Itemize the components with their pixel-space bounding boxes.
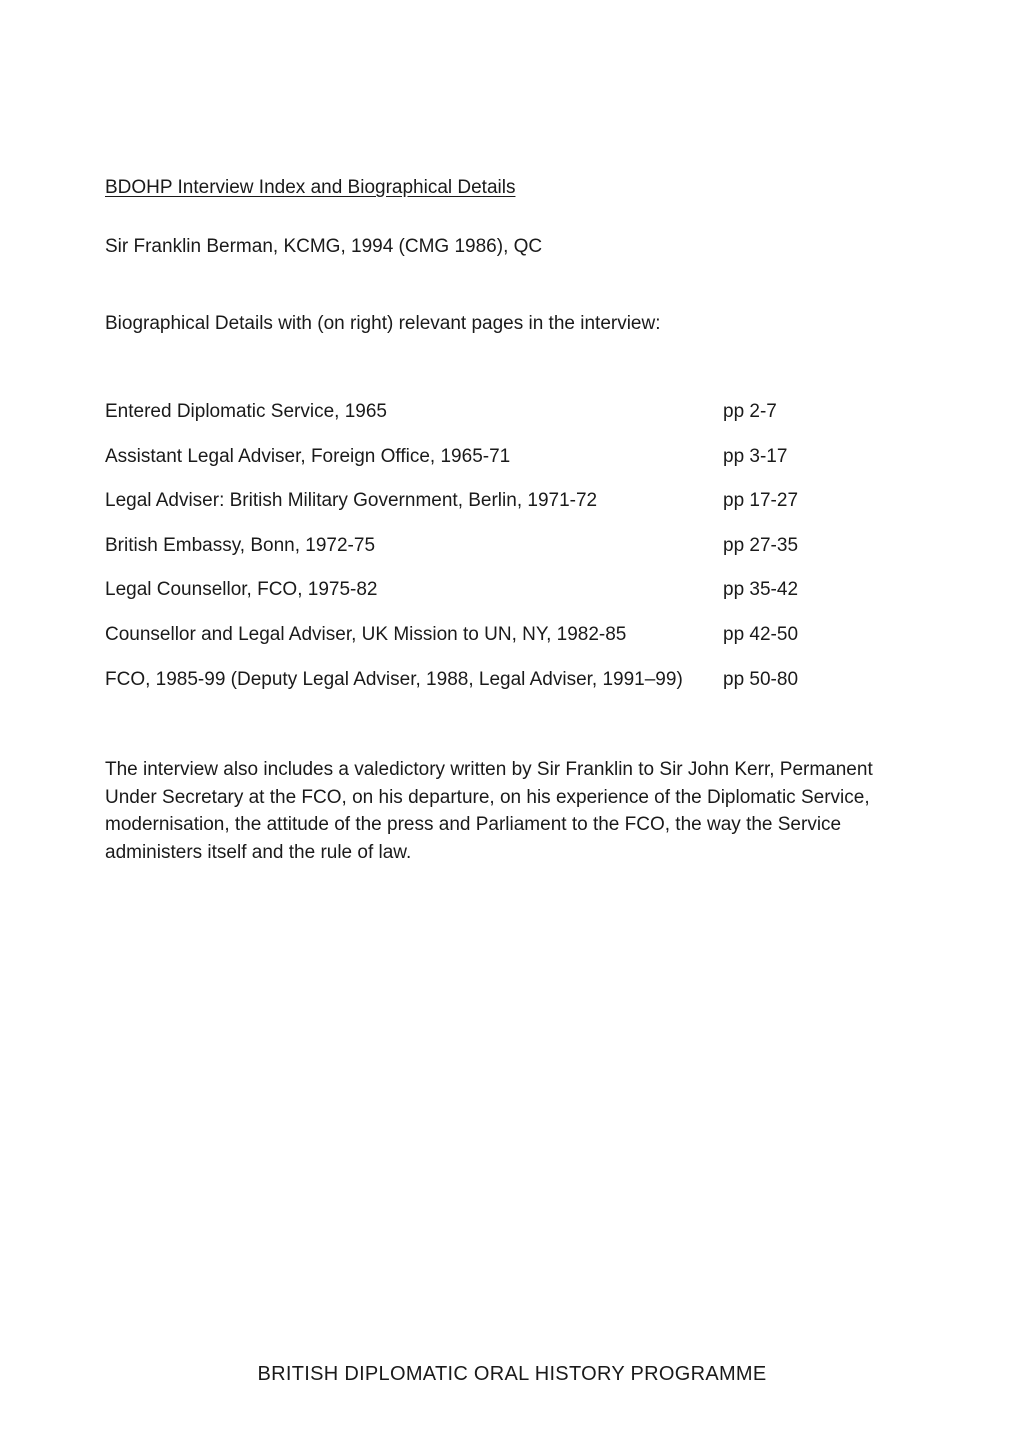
career-role: British Embassy, Bonn, 1972-75 — [105, 534, 376, 556]
career-row — [105, 578, 865, 623]
document-title: BDOHP Interview Index and Biographical Details — [105, 177, 516, 198]
career-row — [105, 445, 865, 490]
career-pages: pp 50-80 — [723, 668, 799, 690]
career-pages: pp 35-42 — [723, 579, 799, 601]
career-pages: pp 27-35 — [723, 534, 799, 556]
career-row — [105, 489, 865, 534]
career-row — [105, 668, 865, 713]
career-role: Legal Counsellor, FCO, 1975-82 — [105, 579, 378, 601]
career-pages: pp 42-50 — [723, 623, 799, 645]
interview-summary: The interview also includes a valedictory written by Sir Franklin to Sir John Kerr, Permanent Under Secretary at the FCO, on his departure, on his experience of the Diplomatic Service, modernisation, the attitude of the press and Parliament to the FCO, the way the Service administers itself and the rule of law. — [105, 759, 873, 863]
career-role: Legal Adviser: British Military Government, Berlin, 1971-72 — [105, 490, 598, 512]
biographical-intro: Biographical Details with (on right) relevant pages in the interview: — [105, 313, 661, 334]
career-pages: pp 3-17 — [723, 445, 788, 467]
programme-footer: BRITISH DIPLOMATIC ORAL HISTORY PROGRAMME — [257, 1363, 767, 1385]
career-role: Entered Diplomatic Service, 1965 — [105, 401, 387, 422]
interviewee-name: Sir Franklin Berman, KCMG, 1994 (CMG 1986), QC — [105, 236, 543, 257]
career-row — [105, 623, 865, 668]
career-role: Assistant Legal Adviser, Foreign Office, 1965-71 — [105, 445, 511, 467]
career-row — [105, 534, 865, 579]
career-role: Counsellor and Legal Adviser, UK Mission to UN, NY, 1982-85 — [105, 623, 627, 645]
career-list — [105, 400, 865, 712]
career-row — [105, 400, 865, 445]
career-role: FCO, 1985-99 (Deputy Legal Adviser, 1988, Legal Adviser, 1991–99) — [105, 668, 683, 690]
career-pages: pp 2-7 — [723, 401, 777, 422]
career-pages: pp 17-27 — [723, 490, 799, 512]
